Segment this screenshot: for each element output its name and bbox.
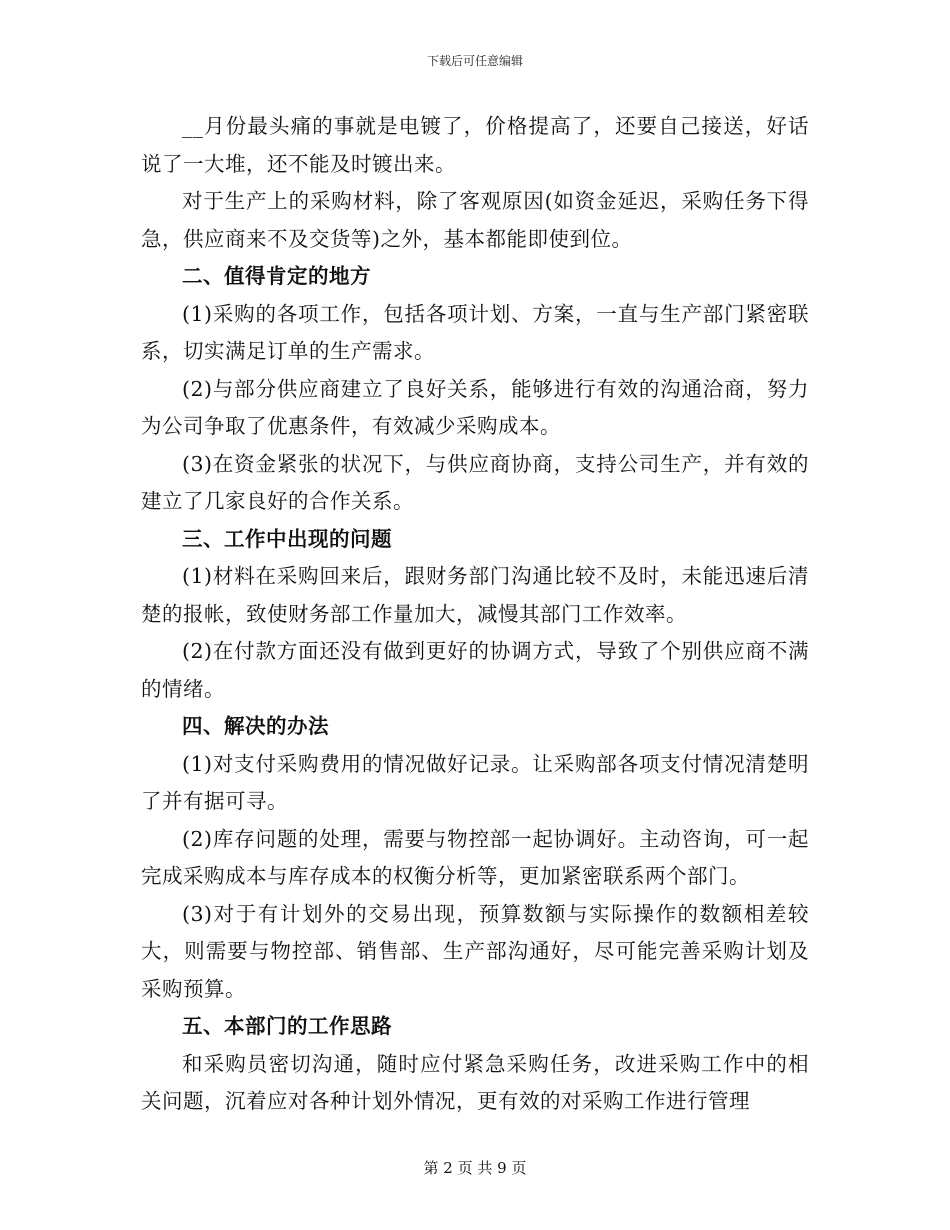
paragraph-electroplating: __月份最头痛的事就是电镀了，价格提高了，还要自己接送，好话说了一大堆，还不能及时镀出来。 xyxy=(141,114,809,176)
list-item: (2)与部分供应商建立了良好关系，能够进行有效的沟通洽商，努力为公司争取了优惠条件，有效减少采购成本。 xyxy=(141,376,809,438)
list-item: (2)库存问题的处理，需要与物控部一起协调好。主动咨询，可一起完成采购成本与库存成本的权衡分析等，更加紧密联系两个部门。 xyxy=(141,826,809,888)
paragraph-work-plan: 和采购员密切沟通，随时应付紧急采购任务，改进采购工作中的相关问题，沉着应对各种计划外情况，更有效的对采购工作进行管理 xyxy=(141,1051,809,1113)
list-item: (1)采购的各项工作，包括各项计划、方案，一直与生产部门紧密联系，切实满足订单的生产需求。 xyxy=(141,301,809,363)
list-item: (2)在付款方面还没有做到更好的协调方式，导致了个别供应商不满的情绪。 xyxy=(141,639,809,701)
page-header: 下载后可任意编辑 xyxy=(426,54,523,68)
page-number: 第 2 页 共 9 页 xyxy=(423,1159,527,1177)
section-heading-work-plan: 五、本部门的工作思路 xyxy=(182,1014,392,1038)
section-heading-achievements: 二、值得肯定的地方 xyxy=(182,264,371,288)
paragraph-materials: 对于生产上的采购材料，除了客观原因(如资金延迟，采购任务下得急，供应商来不及交货等)之外，基本都能即使到位。 xyxy=(141,189,809,251)
section-heading-solutions: 四、解决的办法 xyxy=(182,714,329,738)
list-item: (1)对支付采购费用的情况做好记录。让采购部各项支付情况清楚明了并有据可寻。 xyxy=(141,751,809,813)
section-heading-problems: 三、工作中出现的问题 xyxy=(182,526,392,551)
list-item: (3)在资金紧张的状况下，与供应商协商，支持公司生产，并有效的建立了几家良好的合作关系。 xyxy=(141,451,809,513)
list-item: (1)材料在采购回来后，跟财务部门沟通比较不及时，未能迅速后清楚的报帐，致使财务部工作量加大，减慢其部门工作效率。 xyxy=(141,564,809,626)
list-item: (3)对于有计划外的交易出现，预算数额与实际操作的数额相差较大，则需要与物控部、销售部、生产部沟通好，尽可能完善采购计划及采购预算。 xyxy=(141,901,809,1001)
document-body xyxy=(141,108,809,1121)
